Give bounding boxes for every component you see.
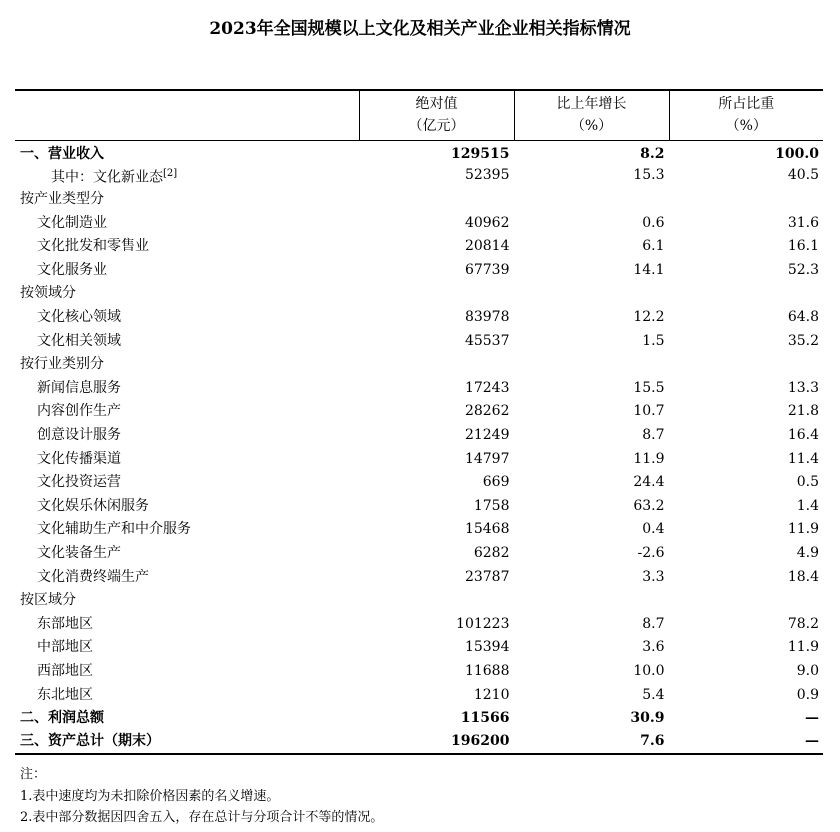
value-cell: 14797 bbox=[464, 450, 510, 467]
growth-cell: 8.7 bbox=[642, 615, 665, 632]
growth-cell: 24.4 bbox=[633, 474, 665, 491]
table-row bbox=[15, 423, 823, 447]
value-cell: 21249 bbox=[464, 426, 510, 443]
value-cell bbox=[359, 588, 514, 612]
share-cell: 0.9 bbox=[796, 686, 819, 703]
row-label: 文化投资运营 bbox=[37, 474, 121, 491]
growth-cell: 3.3 bbox=[642, 568, 665, 585]
header-share bbox=[669, 90, 823, 140]
value-cell bbox=[359, 187, 514, 211]
share-cell: 4.9 bbox=[796, 544, 819, 561]
row-label-cell bbox=[15, 164, 359, 188]
share-cell: 11.9 bbox=[787, 639, 819, 656]
growth-cell: 15.3 bbox=[633, 167, 665, 184]
table-row bbox=[15, 541, 823, 565]
growth-cell: 8.2 bbox=[640, 145, 665, 162]
row-label-cell bbox=[15, 518, 359, 542]
value-cell: 23787 bbox=[464, 568, 510, 585]
row-label: 按产业类型分 bbox=[20, 191, 104, 208]
footnote-heading: 注： bbox=[20, 767, 47, 782]
row-label: 按区域分 bbox=[20, 592, 76, 609]
growth-cell: 3.6 bbox=[642, 639, 665, 656]
row-label: 内容创作生产 bbox=[37, 403, 121, 420]
value-cell: 15394 bbox=[464, 639, 510, 656]
row-label-cell bbox=[15, 234, 359, 258]
growth-cell: 6.1 bbox=[642, 238, 665, 255]
row-label-cell bbox=[15, 541, 359, 565]
table-row bbox=[15, 470, 823, 494]
header-absolute-value-label: 绝对值 bbox=[415, 96, 458, 113]
value-cell: 129515 bbox=[451, 145, 510, 162]
share-cell bbox=[669, 187, 823, 211]
indicator-table bbox=[15, 89, 823, 755]
header-share-label: 所占比重 bbox=[718, 96, 775, 113]
table-row bbox=[15, 376, 823, 400]
row-label-cell bbox=[15, 329, 359, 353]
row-label: 文化消费终端生产 bbox=[37, 568, 149, 585]
share-cell: 31.6 bbox=[787, 214, 819, 231]
growth-cell: 7.6 bbox=[514, 730, 669, 754]
value-cell: 52395 bbox=[464, 167, 510, 184]
row-label: 文化制造业 bbox=[37, 214, 107, 231]
row-label-cell bbox=[15, 730, 359, 754]
growth-cell bbox=[514, 352, 669, 376]
header-absolute-value bbox=[359, 90, 514, 140]
table-row bbox=[15, 234, 823, 258]
share-cell bbox=[669, 588, 823, 612]
growth-cell: 30.9 bbox=[630, 710, 665, 727]
row-label-cell bbox=[15, 305, 359, 329]
share-cell: 21.8 bbox=[787, 403, 819, 420]
growth-cell bbox=[514, 282, 669, 306]
growth-cell: 0.4 bbox=[642, 521, 665, 538]
growth-cell bbox=[514, 588, 669, 612]
table-row bbox=[15, 164, 823, 188]
growth-cell: -2.6 bbox=[637, 544, 665, 561]
growth-cell: 0.6 bbox=[642, 214, 665, 231]
row-label-cell bbox=[15, 565, 359, 589]
value-cell: 28262 bbox=[464, 403, 510, 420]
value-cell: 45537 bbox=[464, 332, 510, 349]
growth-cell bbox=[514, 187, 669, 211]
row-label: 创意设计服务 bbox=[37, 426, 121, 443]
header-growth-label: 比上年增长 bbox=[556, 96, 627, 113]
share-cell: 40.5 bbox=[787, 167, 819, 184]
share-cell: 13.3 bbox=[787, 379, 819, 396]
share-cell: 16.4 bbox=[787, 426, 819, 443]
row-label: 按领域分 bbox=[20, 285, 76, 302]
row-label: 东北地区 bbox=[37, 686, 93, 703]
row-label-cell bbox=[15, 352, 359, 376]
share-cell: 9.0 bbox=[796, 662, 819, 679]
row-label-cell bbox=[15, 447, 359, 471]
footnote-item: 1.表中速度均为未扣除价格因素的名义增速。 bbox=[20, 788, 280, 804]
table-row bbox=[15, 565, 823, 589]
value-cell: 11566 bbox=[460, 710, 510, 727]
value-cell bbox=[359, 352, 514, 376]
row-label-cell bbox=[15, 282, 359, 306]
row-label-cell bbox=[15, 376, 359, 400]
share-cell: — bbox=[805, 710, 819, 727]
value-cell: 20814 bbox=[464, 238, 510, 255]
row-label-cell bbox=[15, 636, 359, 660]
row-label-cell bbox=[15, 187, 359, 211]
row-label: 一、营业收入 bbox=[20, 145, 104, 162]
row-label: 文化装备生产 bbox=[37, 544, 121, 561]
value-cell: 17243 bbox=[464, 379, 510, 396]
share-cell: 16.1 bbox=[787, 238, 819, 255]
share-cell bbox=[669, 282, 823, 306]
table-row bbox=[15, 211, 823, 235]
growth-cell: 63.2 bbox=[633, 497, 665, 514]
table-row bbox=[15, 400, 823, 424]
row-label: 西部地区 bbox=[37, 662, 93, 679]
share-cell: 11.4 bbox=[787, 450, 819, 467]
share-cell: 1.4 bbox=[796, 497, 819, 514]
footnote-item: 2.表中部分数据因四舍五入，存在总计与分项合计不等的情况。 bbox=[20, 810, 384, 825]
table-row bbox=[15, 683, 823, 707]
row-label: 新闻信息服务 bbox=[37, 379, 121, 396]
row-label: 中部地区 bbox=[37, 639, 93, 656]
table-row bbox=[15, 329, 823, 353]
table-row bbox=[15, 447, 823, 471]
table-row bbox=[15, 187, 823, 211]
table-row bbox=[15, 305, 823, 329]
row-label: 文化批发和零售业 bbox=[37, 238, 149, 255]
row-label: 文化娱乐休闲服务 bbox=[37, 497, 149, 514]
header-growth bbox=[514, 90, 669, 140]
row-label: 文化辅助生产和中介服务 bbox=[37, 521, 191, 538]
share-cell: 35.2 bbox=[787, 332, 819, 349]
footnotes bbox=[20, 764, 383, 829]
share-cell: 0.5 bbox=[796, 474, 819, 491]
row-label: 其中：文化新业态 bbox=[51, 169, 163, 186]
value-cell: 11688 bbox=[464, 662, 510, 679]
row-label-cell bbox=[15, 211, 359, 235]
growth-cell: 12.2 bbox=[633, 309, 665, 326]
row-label: 文化传播渠道 bbox=[37, 450, 121, 467]
growth-cell: 11.9 bbox=[633, 450, 665, 467]
row-label-cell bbox=[15, 659, 359, 683]
row-label: 按行业类别分 bbox=[20, 356, 104, 373]
row-label-cell bbox=[15, 258, 359, 282]
value-cell: 6282 bbox=[473, 544, 510, 561]
value-cell: 83978 bbox=[464, 309, 510, 326]
value-cell: 196200 bbox=[359, 730, 514, 754]
table-title: 2023年全国规模以上文化及相关产业企业相关指标情况 bbox=[209, 19, 631, 39]
table-row bbox=[15, 612, 823, 636]
share-cell: 78.2 bbox=[787, 615, 819, 632]
growth-cell: 5.4 bbox=[642, 686, 665, 703]
table-row bbox=[15, 140, 823, 164]
row-label-cell bbox=[15, 400, 359, 424]
table-row bbox=[15, 282, 823, 306]
table-body bbox=[15, 140, 823, 754]
row-label: 文化核心领域 bbox=[37, 309, 121, 326]
growth-cell: 15.5 bbox=[633, 379, 665, 396]
share-cell bbox=[669, 352, 823, 376]
row-label-cell bbox=[15, 140, 359, 164]
row-label: 三、资产总计（期末） bbox=[20, 733, 160, 750]
value-cell: 1210 bbox=[473, 686, 510, 703]
row-label-cell bbox=[15, 683, 359, 707]
row-label-cell bbox=[15, 494, 359, 518]
table-row bbox=[15, 730, 823, 754]
table-row bbox=[15, 352, 823, 376]
table-row bbox=[15, 636, 823, 660]
share-cell: 52.3 bbox=[787, 261, 819, 278]
table-row bbox=[15, 494, 823, 518]
row-label-cell bbox=[15, 588, 359, 612]
table-row bbox=[15, 706, 823, 730]
header-absolute-value-unit: （亿元） bbox=[408, 118, 465, 135]
value-cell: 1758 bbox=[473, 497, 510, 514]
footnote-ref: [2] bbox=[163, 167, 178, 179]
table-row bbox=[15, 258, 823, 282]
value-cell: 101223 bbox=[456, 615, 510, 632]
row-label-cell bbox=[15, 423, 359, 447]
value-cell: 15468 bbox=[464, 521, 510, 538]
value-cell: 669 bbox=[482, 474, 510, 491]
value-cell: 40962 bbox=[464, 214, 510, 231]
header-item bbox=[15, 90, 359, 140]
value-cell bbox=[359, 282, 514, 306]
row-label: 文化相关领域 bbox=[37, 332, 121, 349]
row-label-cell bbox=[15, 470, 359, 494]
row-label: 东部地区 bbox=[37, 615, 93, 632]
growth-cell: 10.0 bbox=[633, 662, 665, 679]
growth-cell: 1.5 bbox=[642, 332, 665, 349]
share-cell: 64.8 bbox=[787, 309, 819, 326]
growth-cell: 10.7 bbox=[633, 403, 665, 420]
header-growth-unit: （%） bbox=[570, 118, 613, 135]
growth-cell: 14.1 bbox=[633, 261, 665, 278]
share-cell: 11.9 bbox=[787, 521, 819, 538]
header-share-unit: （%） bbox=[725, 118, 767, 135]
table-row bbox=[15, 518, 823, 542]
share-cell: — bbox=[669, 730, 823, 754]
growth-cell: 8.7 bbox=[642, 426, 665, 443]
share-cell: 18.4 bbox=[787, 568, 819, 585]
row-label-cell bbox=[15, 706, 359, 730]
table-row bbox=[15, 659, 823, 683]
table-row bbox=[15, 588, 823, 612]
row-label-cell bbox=[15, 612, 359, 636]
value-cell: 67739 bbox=[464, 261, 510, 278]
share-cell: 100.0 bbox=[775, 145, 819, 162]
row-label: 文化服务业 bbox=[37, 261, 107, 278]
header-row bbox=[15, 90, 823, 140]
row-label: 二、利润总额 bbox=[20, 710, 104, 727]
